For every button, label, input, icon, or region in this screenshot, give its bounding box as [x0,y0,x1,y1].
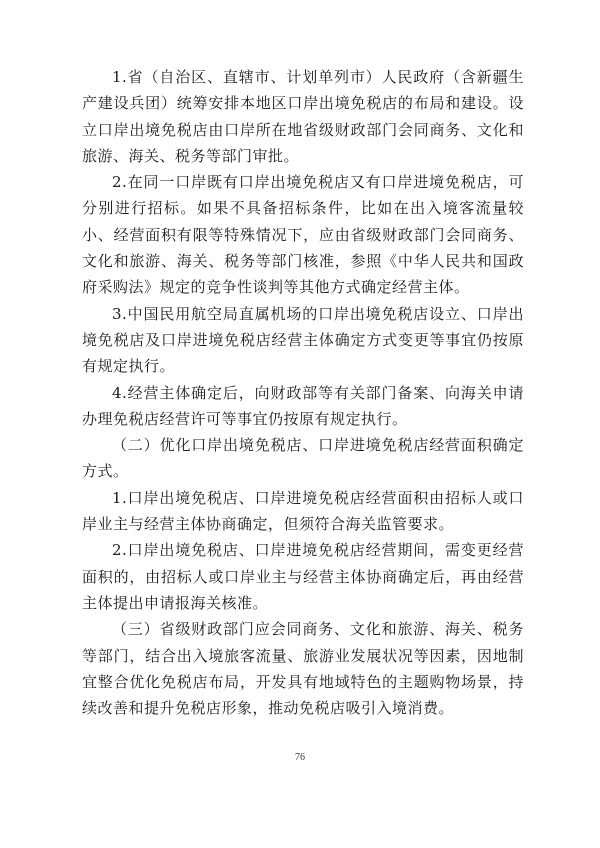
paragraph-6: 1.口岸出境免税店、口岸进境免税店经营面积由招标人或口岸业主与经营主体协商确定，但须符合海关监管要求。 [82,488,524,534]
paragraph-2: 2.在同一口岸既有口岸出境免税店又有口岸进境免税店，可分别进行招标。如果不具备招标条件，比如在出入境客流量较小、经营面积有限等特殊情况下，应由省级财政部门会同商务、文化和旅游、海关、税务等部门核准，参照《中华人民共和国政府采购法》规定的竞争性谈判等其他方式确定经营主体。 [82,173,524,297]
paragraph-3: 3.中国民用航空局直属机场的口岸出境免税店设立、口岸出境免税店及口岸进境免税店经营主体确定方式变更等事宜仍按原有规定执行。 [82,304,524,376]
paragraph-5: （二）优化口岸出境免税店、口岸进境免税店经营面积确定方式。 [82,436,524,481]
document-body [82,64,524,721]
paragraph-8: （三）省级财政部门应会同商务、文化和旅游、海关、税务等部门，结合出入境旅客流量、旅游业发展状况等因素，因地制宜整合优化免税店布局，开发具有地域特色的主题购物场景，持续改善和提升免税店形象，推动免税店吸引入境消费。 [82,620,524,718]
paragraph-7: 2.口岸出境免税店、口岸进境免税店经营期间，需变更经营面积的，由招标人或口岸业主与经营主体协商确定后，再由经营主体提出申请报海关核准。 [82,541,524,612]
paragraph-1: 1.省（自治区、直辖市、计划单列市）人民政府（含新疆生产建设兵团）统筹安排本地区口岸出境免税店的布局和建设。设立口岸出境免税店由口岸所在地省级财政部门会同商务、文化和旅游、海关、税务等部门审批。 [82,68,524,165]
page-number: 76 [295,752,305,763]
paragraph-4: 4.经营主体确定后，向财政部等有关部门备案、向海关申请办理免税店经营许可等事宜仍按原有规定执行。 [82,383,524,428]
